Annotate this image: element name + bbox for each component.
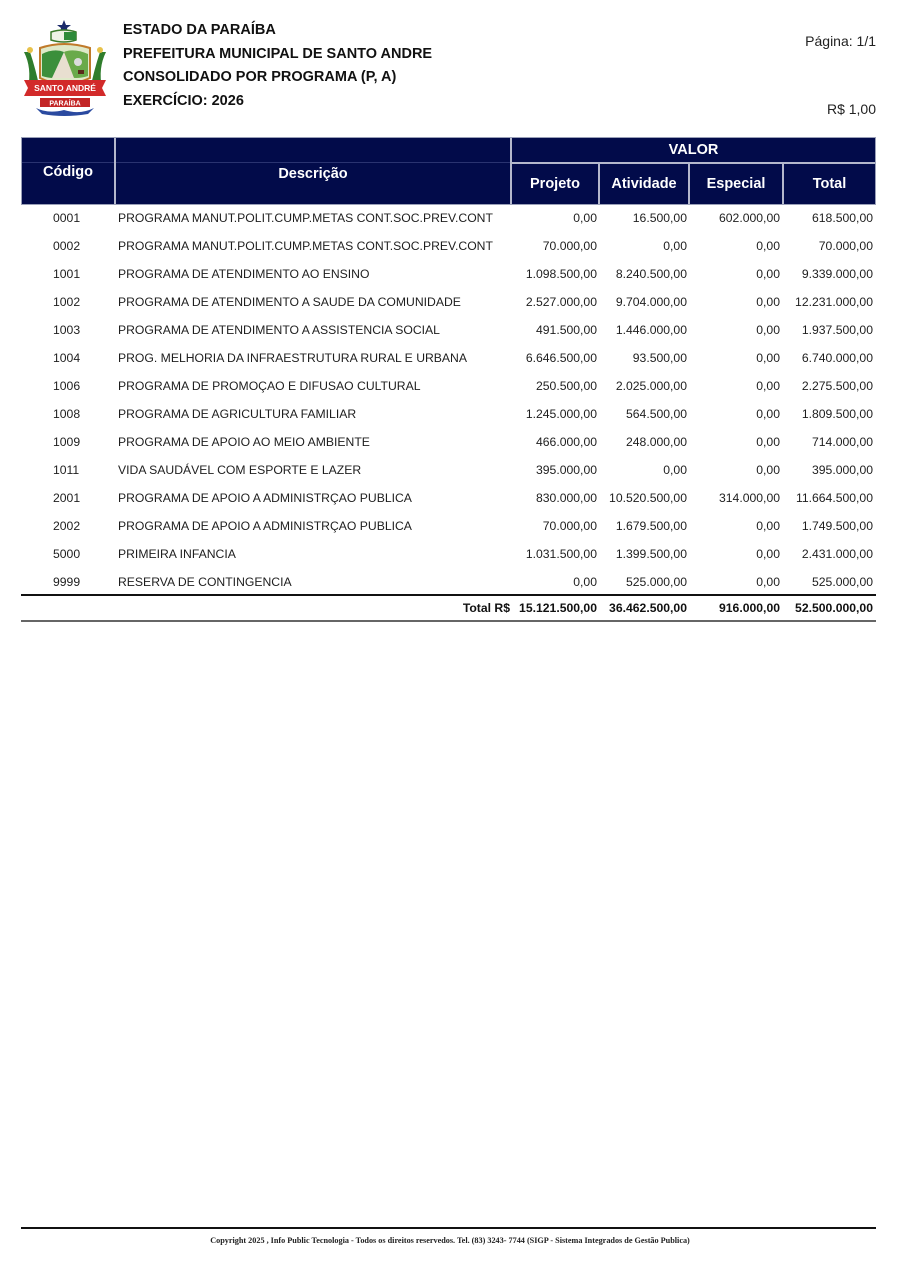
cell-atividade: 1.446.000,00	[615, 323, 687, 337]
column-header-atividade: Atividade	[611, 176, 677, 192]
cell-total: 395.000,00	[812, 463, 873, 477]
table-row	[21, 512, 876, 540]
cell-description: PROG. MELHORIA DA INFRAESTRUTURA RURAL E URBANA	[118, 351, 467, 365]
total-projeto: 15.121.500,00	[519, 601, 597, 615]
cell-code: 1011	[53, 463, 80, 477]
cell-code: 2002	[53, 519, 81, 533]
cell-description: PROGRAMA MANUT.POLIT.CUMP.METAS CONT.SOC.PREV.CONT	[118, 239, 493, 253]
cell-code: 1003	[53, 323, 81, 337]
cell-atividade: 1.679.500,00	[615, 519, 687, 533]
cell-total: 2.275.500,00	[801, 379, 873, 393]
coat-of-arms-icon	[18, 18, 112, 116]
cell-total: 11.664.500,00	[795, 491, 873, 505]
cell-code: 1008	[53, 407, 81, 421]
table-row	[21, 260, 876, 288]
cell-especial: 0,00	[756, 519, 780, 533]
report-title: CONSOLIDADO POR PROGRAMA (P, A)	[123, 69, 397, 85]
column-group-header-valor: VALOR	[668, 142, 719, 158]
cell-code: 2001	[53, 491, 81, 505]
cell-description: PROGRAMA DE AGRICULTURA FAMILIAR	[118, 407, 357, 421]
column-header-especial: Especial	[706, 176, 766, 192]
cell-atividade: 1.399.500,00	[615, 547, 687, 561]
column-header-total: Total	[812, 176, 847, 192]
cell-atividade: 2.025.000,00	[615, 379, 687, 393]
cell-description: PROGRAMA MANUT.POLIT.CUMP.METAS CONT.SOC.PREV.CONT	[118, 211, 493, 225]
cell-code: 1004	[53, 351, 81, 365]
cell-description: PROGRAMA DE APOIO A ADMINISTRÇAO PUBLICA	[118, 519, 412, 533]
cell-atividade: 8.240.500,00	[615, 267, 687, 281]
cell-total: 12.231.000,00	[795, 295, 873, 309]
cell-total: 525.000,00	[812, 575, 873, 589]
cell-especial: 0,00	[756, 407, 780, 421]
cell-code: 0001	[53, 211, 81, 225]
table-row	[21, 400, 876, 428]
page-number: Página: 1/1	[805, 33, 876, 49]
totals-row	[21, 596, 876, 620]
cell-projeto: 70.000,00	[542, 239, 597, 253]
cell-projeto: 6.646.500,00	[525, 351, 597, 365]
table-row	[21, 484, 876, 512]
cell-projeto: 395.000,00	[536, 463, 597, 477]
cell-projeto: 0,00	[573, 575, 597, 589]
cell-description: PROGRAMA DE APOIO A ADMINISTRÇAO PUBLICA	[118, 491, 412, 505]
table-row	[21, 568, 876, 596]
cell-atividade: 16.500,00	[632, 211, 687, 225]
cell-atividade: 248.000,00	[626, 435, 687, 449]
cell-especial: 0,00	[756, 547, 780, 561]
cell-projeto: 830.000,00	[536, 491, 597, 505]
cell-code: 1002	[53, 295, 81, 309]
cell-atividade: 10.520.500,00	[609, 491, 687, 505]
cell-atividade: 0,00	[663, 239, 687, 253]
cell-projeto: 1.098.500,00	[525, 267, 597, 281]
column-header-description: Descrição	[278, 166, 348, 182]
state-title: ESTADO DA PARAÍBA	[123, 22, 276, 38]
cell-atividade: 0,00	[663, 463, 687, 477]
cell-total: 6.740.000,00	[801, 351, 873, 365]
cell-code: 5000	[53, 547, 81, 561]
svg-text:PARAÍBA: PARAÍBA	[49, 100, 81, 108]
table-row	[21, 316, 876, 344]
cell-description: PRIMEIRA INFANCIA	[118, 547, 236, 561]
cell-especial: 0,00	[756, 239, 780, 253]
cell-description: PROGRAMA DE APOIO AO MEIO AMBIENTE	[118, 435, 370, 449]
report-header	[123, 19, 432, 113]
table-row	[21, 288, 876, 316]
cell-projeto: 0,00	[573, 211, 597, 225]
total-atividade: 36.462.500,00	[609, 601, 687, 615]
cell-especial: 0,00	[756, 435, 780, 449]
cell-description: PROGRAMA DE PROMOÇAO E DIFUSAO CULTURAL	[118, 379, 421, 393]
table-row	[21, 540, 876, 568]
column-header-code: Código	[43, 164, 93, 180]
total-especial: 916.000,00	[719, 601, 780, 615]
cell-projeto: 2.527.000,00	[525, 295, 597, 309]
currency-unit: R$ 1,00	[826, 101, 876, 117]
cell-description: PROGRAMA DE ATENDIMENTO AO ENSINO	[118, 267, 370, 281]
cell-especial: 314.000,00	[719, 491, 780, 505]
cell-atividade: 93.500,00	[632, 351, 687, 365]
cell-description: PROGRAMA DE ATENDIMENTO A SAUDE DA COMUNIDADE	[118, 295, 461, 309]
table-body	[21, 204, 876, 596]
cell-especial: 0,00	[756, 575, 780, 589]
table-row	[21, 456, 876, 484]
cell-especial: 602.000,00	[719, 211, 780, 225]
footer-copyright: Copyright 2025 , Info Public Tecnologia - Todos os direitos reservedos. Tel. (83) 3243- 7744 (SIGP - Sistema Integrados de Gestão Publica)	[210, 1236, 690, 1245]
municipality-title: PREFEITURA MUNICIPAL DE SANTO ANDRE	[123, 45, 433, 62]
svg-text:SANTO ANDRÉ: SANTO ANDRÉ	[34, 83, 96, 93]
table-row	[21, 204, 876, 232]
municipal-coat-of-arms-logo	[18, 18, 112, 116]
table-row	[21, 232, 876, 260]
cell-code: 1006	[53, 379, 81, 393]
table-header	[21, 137, 876, 205]
cell-especial: 0,00	[756, 323, 780, 337]
cell-code: 1001	[53, 267, 81, 281]
cell-total: 618.500,00	[812, 211, 873, 225]
cell-code: 0002	[53, 239, 81, 253]
table-row	[21, 372, 876, 400]
cell-code: 1009	[53, 435, 81, 449]
cell-projeto: 491.500,00	[536, 323, 597, 337]
cell-atividade: 9.704.000,00	[615, 295, 687, 309]
cell-code: 9999	[53, 575, 81, 589]
cell-total: 1.749.500,00	[801, 519, 873, 533]
cell-total: 9.339.000,00	[801, 267, 873, 281]
table-row	[21, 344, 876, 372]
cell-atividade: 525.000,00	[626, 575, 687, 589]
cell-atividade: 564.500,00	[626, 407, 687, 421]
fiscal-year: EXERCÍCIO: 2026	[123, 92, 244, 109]
cell-projeto: 70.000,00	[542, 519, 597, 533]
total-total: 52.500.000,00	[795, 601, 873, 615]
cell-especial: 0,00	[756, 351, 780, 365]
cell-especial: 0,00	[756, 379, 780, 393]
cell-total: 1.809.500,00	[801, 407, 873, 421]
cell-projeto: 466.000,00	[536, 435, 597, 449]
footer-divider	[21, 1227, 876, 1229]
cell-description: RESERVA DE CONTINGENCIA	[118, 575, 292, 589]
totals-label: Total R$	[462, 601, 510, 615]
cell-especial: 0,00	[756, 267, 780, 281]
totals-bottom-divider	[21, 620, 876, 622]
cell-total: 714.000,00	[812, 435, 873, 449]
table-row	[21, 428, 876, 456]
cell-description: PROGRAMA DE ATENDIMENTO A ASSISTENCIA SOCIAL	[118, 323, 440, 337]
cell-total: 1.937.500,00	[801, 323, 873, 337]
cell-especial: 0,00	[756, 295, 780, 309]
cell-projeto: 1.031.500,00	[525, 547, 597, 561]
cell-projeto: 250.500,00	[536, 379, 597, 393]
column-header-projeto: Projeto	[530, 176, 580, 192]
cell-total: 2.431.000,00	[801, 547, 873, 561]
cell-total: 70.000,00	[818, 239, 873, 253]
cell-projeto: 1.245.000,00	[525, 407, 597, 421]
cell-description: VIDA SAUDÁVEL COM ESPORTE E LAZER	[118, 463, 362, 477]
cell-especial: 0,00	[756, 463, 780, 477]
